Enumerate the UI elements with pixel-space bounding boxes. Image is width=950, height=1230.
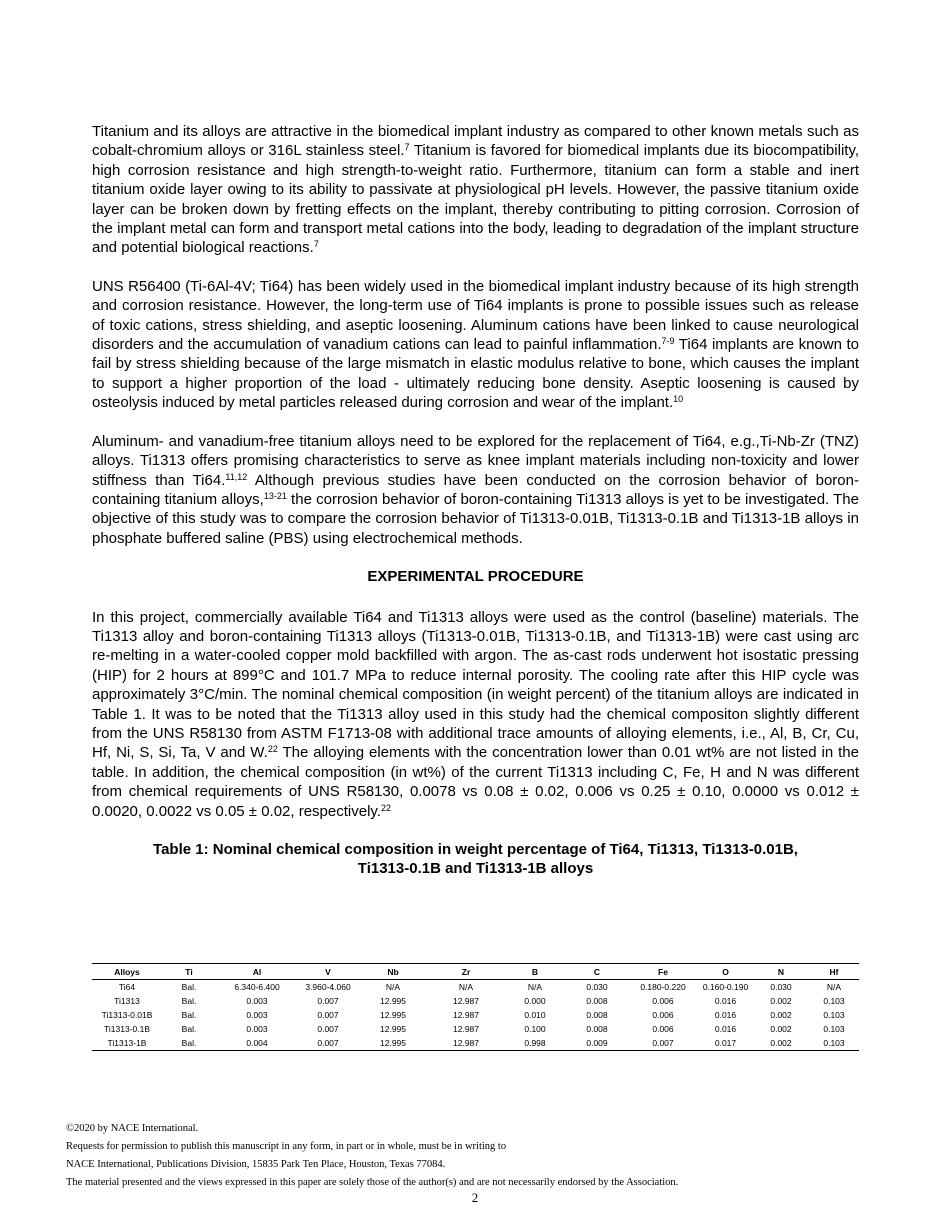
table-row (92, 994, 859, 1008)
paragraph-text: Ti64 implants are known to fail by stress shielding because of the large mismatch in elastic modulus relative to bone, which causes the implant to support a higher proportion of the load - ultimately reducing bone density. Aseptic loosening is caused by osteolysis induced by metal particles released during corrosion and wear of the implant. (92, 336, 860, 412)
table-header-cell: Zr (428, 964, 504, 980)
table-cell: 0.008 (586, 1024, 608, 1034)
table-caption-line-1: Table 1: Nominal chemical composition in weight percentage of Ti64, Ti1313, Ti1313-0.01B, (153, 841, 798, 858)
table-header-cell: Hf (809, 964, 859, 980)
table-cell: Ti1313-0.1B (104, 1024, 150, 1034)
table-cell: Ti64 (118, 982, 136, 992)
table-header-cell: O (698, 964, 753, 980)
table-cell: 12.995 (380, 1024, 406, 1034)
table-cell: 0.180-0.220 (640, 982, 686, 992)
table-header-cell: Fe (628, 964, 698, 980)
table-cell: 0.160-0.190 (702, 982, 749, 992)
table-cell: 3.960-4.060 (305, 982, 351, 992)
intro-paragraph-1 (92, 122, 859, 258)
paragraph-text: the corrosion behavior of boron-containing Ti1313 alloys is yet to be investigated. The objective of this study was to compare the corrosion behavior of Ti1313-0.01B, Ti1313-0.1B and Ti1313-1B alloys in phosphate buffered saline (PBS) using electrochemical methods. (92, 490, 859, 547)
table-cell: 0.008 (586, 996, 608, 1006)
table-cell: 0.103 (823, 996, 845, 1006)
table-row (92, 1036, 859, 1051)
intro-paragraph-3 (92, 432, 859, 548)
table-cell: 0.007 (317, 1024, 339, 1034)
citation-superscript: 13-21 (263, 490, 287, 501)
table-cell: 12.987 (453, 1024, 479, 1034)
citation-superscript: 22 (380, 802, 391, 813)
table-cell: N/A (826, 982, 842, 992)
table-cell: 0.007 (317, 1010, 339, 1020)
table-cell: 0.007 (298, 1036, 358, 1051)
table-header-cell: C (566, 964, 628, 980)
table-cell: 0.030 (586, 982, 608, 992)
section-heading: EXPERIMENTAL PROCEDURE (367, 568, 584, 586)
table-cell: 0.103 (809, 1036, 859, 1051)
table-cell: 0.009 (566, 1036, 628, 1051)
table-cell: 0.030 (770, 982, 792, 992)
citation-superscript: 11,12 (225, 471, 248, 482)
table-cell: 0.010 (524, 1010, 546, 1020)
table-row (92, 1022, 859, 1036)
table-header-cell: Nb (358, 964, 428, 980)
paragraph-text: Although previous studies have been conducted on the corrosion behavior of boron-containing titanium alloys, (92, 471, 859, 508)
table-cell: 0.002 (770, 996, 792, 1006)
table-cell: 0.007 (317, 996, 339, 1006)
table-cell: Ti1313 (114, 996, 140, 1006)
table-header-cell: Ti (162, 964, 216, 980)
procedure-paragraph (92, 608, 859, 821)
table-cell: Bal. (181, 982, 197, 992)
paragraph-text: Aluminum- and vanadium-free titanium alloys need to be explored for the replacement of Ti64, e.g.,Ti-Nb-Zr (TNZ) alloys. Ti1313 offers promising characteristics to serve as knee implant materials including non-toxicity and lower stiffness than Ti64. (92, 432, 859, 489)
table-cell: 0.002 (770, 1010, 792, 1020)
page-number: 2 (471, 1190, 479, 1205)
table-cell: 12.987 (453, 1010, 479, 1020)
paragraph-text: Titanium is favored for biomedical implants due its biocompatibility, high corrosion resistance and high strength-to-weight ratio. Furthermore, titanium can form a stable and inert titanium oxide layer owing to its ability to passivate at physiological pH levels. However, the passive titanium oxide layer can be broken down by fretting effects on the implant, thereby contributing to pitting corrosion. Corrosion of the implant metal can form and transport metal cations into the body, leading to degradation of the implant structure and potential biological reactions. (92, 142, 859, 257)
intro-paragraph-2 (92, 277, 859, 413)
table-caption (92, 840, 859, 878)
table-cell: 0.016 (714, 1024, 737, 1034)
composition-table-wrapper (92, 963, 859, 1051)
table-cell: 0.007 (628, 1036, 698, 1051)
document-body (92, 122, 859, 878)
table-cell: 12.995 (380, 1010, 406, 1020)
table-cell: Bal. (162, 1036, 216, 1051)
table-body (92, 980, 859, 1051)
table-cell: N/A (527, 982, 543, 992)
paragraph-text: UNS R56400 (Ti-6Al-4V; Ti64) has been widely used in the biomedical implant industry because of its high strength and corrosion resistance. However, the long-term use of Ti64 implants is prone to possible issues such as release of toxic cations, stress shielding, and aseptic loosening. Aluminum cations have been linked to cause neurological disorders and the accumulation of vanadium cations can lead to painful inflammation. (92, 277, 859, 354)
table-cell: Ti1313-0.01B (101, 1010, 153, 1020)
disclaimer: The material presented and the views expressed in this paper are solely those of the author(s) and are not necessarily endorsed by the Association. (66, 1177, 679, 1188)
table-header-cell: Al (216, 964, 298, 980)
table-caption-line-2: Ti1313-0.1B and Ti1313-1B alloys (357, 860, 594, 877)
table-cell: 0.100 (524, 1024, 546, 1034)
table-cell: N/A (385, 982, 401, 992)
table-cell: 12.987 (428, 1036, 504, 1051)
table-cell: 0.000 (524, 996, 546, 1006)
table-cell: 0.103 (823, 1010, 845, 1020)
permission-line-2: NACE International, Publications Division, 15835 Park Ten Place, Houston, Texas 77084. (66, 1159, 446, 1170)
table-cell: 0.008 (586, 1010, 608, 1020)
footer (66, 1120, 886, 1192)
table-cell: 12.995 (358, 1036, 428, 1051)
table-cell: Bal. (181, 1010, 197, 1020)
table-cell: 0.017 (698, 1036, 753, 1051)
table-header-cell: Alloys (92, 964, 162, 980)
table-cell: Ti1313-1B (92, 1036, 162, 1051)
copyright-notice: ©2020 by NACE International. (66, 1123, 199, 1134)
table-row (92, 980, 859, 995)
citation-superscript: 7-9 (661, 336, 675, 347)
table-cell: 6.340-6.400 (234, 982, 280, 992)
table-cell: 0.103 (823, 1024, 845, 1034)
table-cell: 12.995 (380, 996, 406, 1006)
table-cell: 0.006 (652, 996, 674, 1006)
table-header-row (92, 964, 859, 980)
table-cell: 0.016 (714, 1010, 737, 1020)
paragraph-text: In this project, commercially available Ti64 and Ti1313 alloys were used as the control (baseline) materials. The Ti1313 alloy and boron-containing Ti1313 alloys (Ti1313-0.01B, Ti1313-0.1B, and Ti1313-1B) were cast using arc re-melting in a water-cooled copper mold backfilled with argon. The as-cast rods underwent hot isostatic pressing (HIP) for 2 hours at 899°C and 101.7 MPa to reduce internal porosity. The cooling rate after this HIP cycle was approximately 3°C/min. The nominal chemical composition (in weight percent) of the titanium alloys are indicated in Table 1. It was to be noted that the Ti1313 alloy used in this study had the chemical compositon slightly different from the UNS R58130 from ASTM F1713-08 with additional trace amounts of alloying elements, i.e., Al, B, Cr, Cu, Hf, Ni, S, Si, Ta, V and W. (92, 608, 859, 762)
paragraph-text: Titanium and its alloys are attractive in the biomedical implant industry as compared to other known metals such as cobalt-chromium alloys or 316L stainless steel. (92, 123, 859, 160)
citation-superscript: 22 (267, 744, 278, 755)
table-header-cell: N (753, 964, 809, 980)
table-cell: 0.016 (714, 996, 737, 1006)
table-cell: 0.998 (504, 1036, 566, 1051)
table-cell: N/A (458, 982, 474, 992)
composition-table (92, 963, 859, 1051)
permission-line-1: Requests for permission to publish this manuscript in any form, in part or in whole, must be in writing to (66, 1141, 507, 1152)
table-cell: 0.006 (652, 1010, 674, 1020)
table-row (92, 1008, 859, 1022)
table-cell: 0.004 (216, 1036, 298, 1051)
citation-superscript: 10 (673, 394, 684, 405)
table-cell: Bal. (181, 1024, 197, 1034)
table-header-cell: V (298, 964, 358, 980)
table-cell: 0.003 (246, 1024, 268, 1034)
table-cell: Bal. (181, 996, 197, 1006)
table-cell: 0.003 (246, 996, 268, 1006)
table-cell: 0.002 (753, 1036, 809, 1051)
paragraph-text: The alloying elements with the concentration lower than 0.01 wt% are not listed in the table. In addition, the chemical composition (in wt%) of the current Ti1313 including C, Fe, H and N was different from chemical requirements of UNS R58130, 0.0078 vs 0.08 ± 0.02, 0.006 vs 0.25 ± 0.10, 0.0000 vs 0.012 ± 0.0020, 0.0022 vs 0.05 ± 0.02, respectively. (92, 744, 859, 820)
table-cell: 12.987 (453, 996, 479, 1006)
table-cell: 0.006 (652, 1024, 674, 1034)
table-cell: 0.003 (246, 1010, 268, 1020)
table-cell: 0.002 (770, 1024, 792, 1034)
citation-superscript: 7 (404, 142, 410, 153)
table-header-cell: B (504, 964, 566, 980)
citation-superscript: 7 (313, 239, 319, 250)
